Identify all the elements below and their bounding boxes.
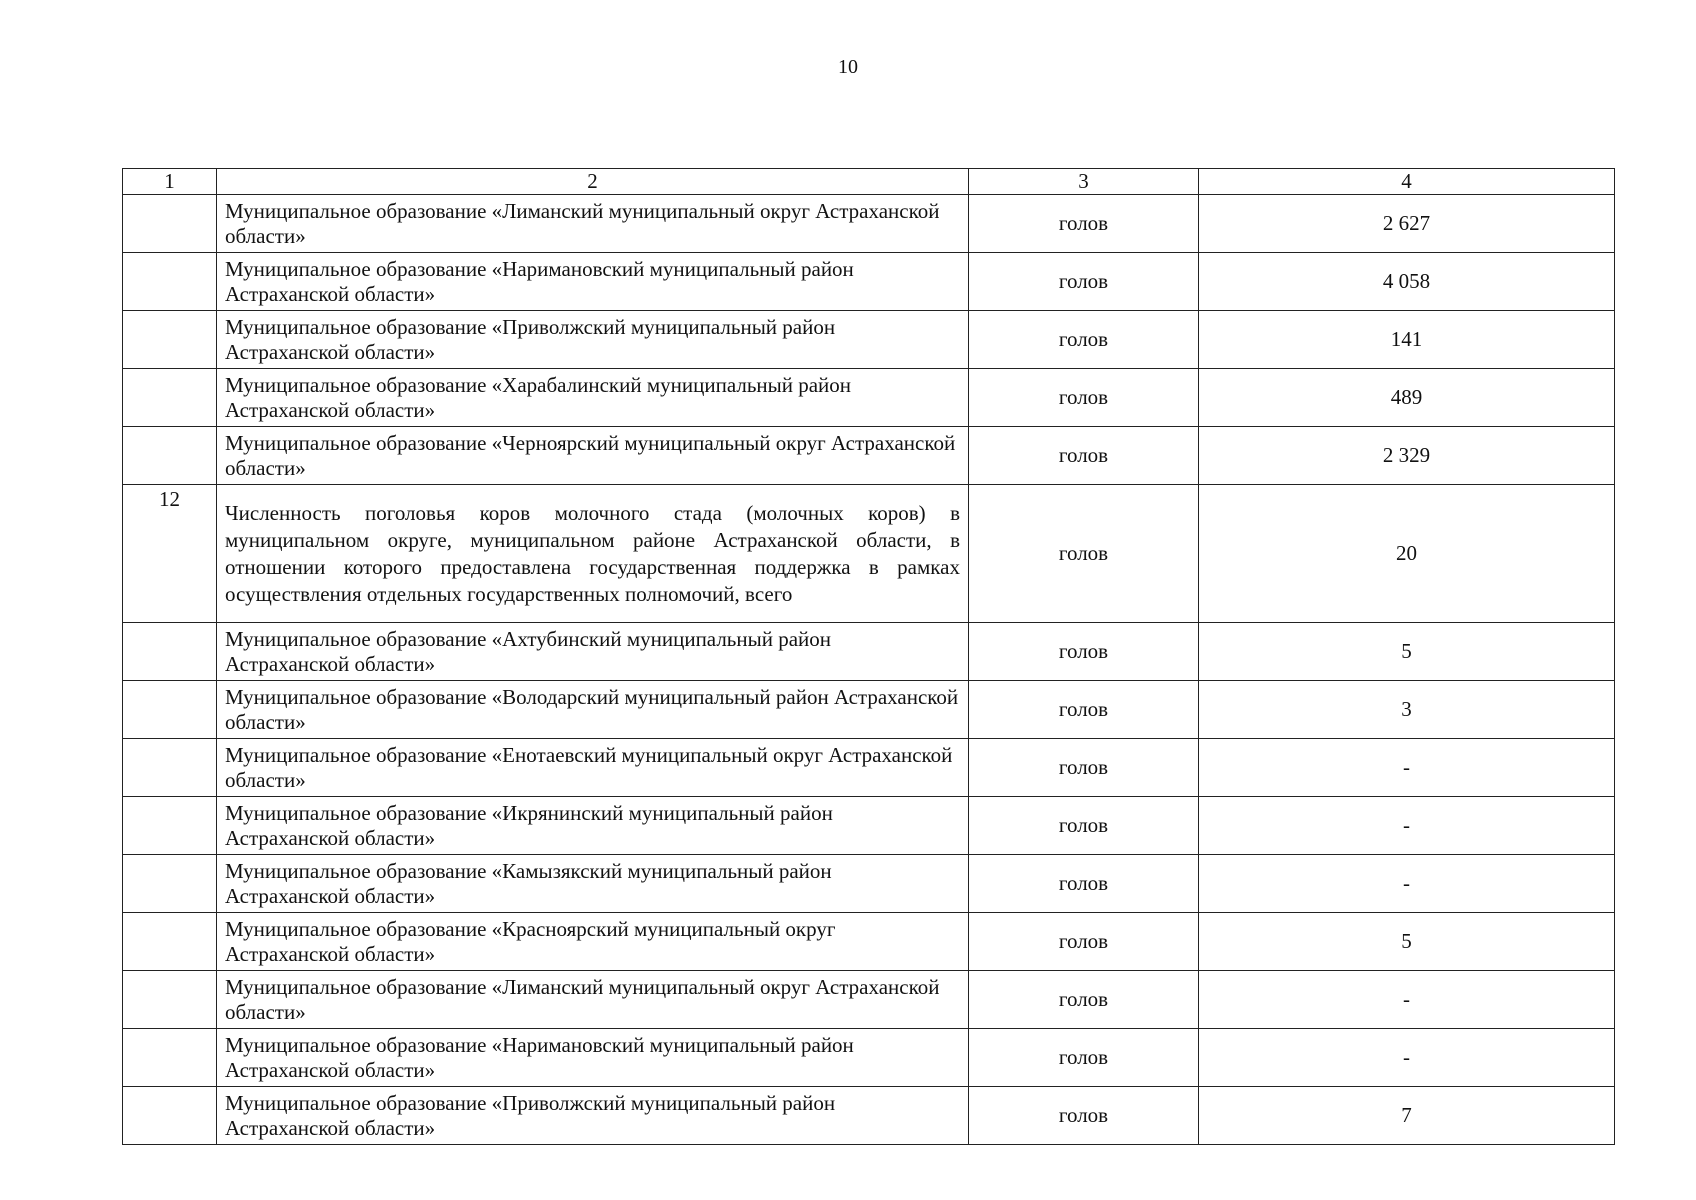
row-number [123,1087,217,1145]
table-row [123,855,1615,913]
table-row [123,797,1615,855]
row-unit: голов [969,485,1199,623]
page-number: 10 [838,56,858,78]
row-name: Муниципальное образование «Икрянинский муниципальный район Астраханской области» [217,797,969,855]
table-row [123,311,1615,369]
row-name: Муниципальное образование «Черноярский муниципальный округ Астраханской области» [217,427,969,485]
row-unit: голов [969,427,1199,485]
table-row [123,739,1615,797]
row-unit: голов [969,1087,1199,1145]
row-name: Муниципальное образование «Наримановский муниципальный район Астраханской области» [217,1029,969,1087]
row-number [123,971,217,1029]
row-value: 5 [1199,913,1615,971]
table-row [123,1029,1615,1087]
row-number [123,195,217,253]
row-name: Муниципальное образование «Лиманский муниципальный округ Астраханской области» [217,971,969,1029]
row-unit: голов [969,195,1199,253]
row-unit: голов [969,739,1199,797]
row-number [123,855,217,913]
table-row [123,971,1615,1029]
row-name: Муниципальное образование «Ахтубинский муниципальный район Астраханской области» [217,623,969,681]
row-number [123,311,217,369]
row-value: 7 [1199,1087,1615,1145]
data-table [122,168,1615,1145]
row-number [123,623,217,681]
row-unit: голов [969,253,1199,311]
column-header: 4 [1199,169,1615,195]
row-value: - [1199,971,1615,1029]
row-unit: голов [969,311,1199,369]
row-name: Муниципальное образование «Приволжский муниципальный район Астраханской области» [217,1087,969,1145]
row-value: 489 [1199,369,1615,427]
row-value: 2 329 [1199,427,1615,485]
table-row [123,623,1615,681]
row-value: 3 [1199,681,1615,739]
row-unit: голов [969,623,1199,681]
table-row [123,1087,1615,1145]
table-row [123,427,1615,485]
row-number [123,369,217,427]
row-number [123,681,217,739]
table-row [123,681,1615,739]
row-value: 5 [1199,623,1615,681]
row-number [123,739,217,797]
table-row-total [123,485,1615,623]
column-header: 1 [123,169,217,195]
row-number [123,1029,217,1087]
row-unit: голов [969,913,1199,971]
row-name: Муниципальное образование «Енотаевский муниципальный округ Астраханской области» [217,739,969,797]
column-header: 3 [969,169,1199,195]
row-unit: голов [969,369,1199,427]
row-number [123,253,217,311]
row-name: Муниципальное образование «Красноярский муниципальный округ Астраханской области» [217,913,969,971]
row-name: Муниципальное образование «Камызякский муниципальный район Астраханской области» [217,855,969,913]
row-value: - [1199,739,1615,797]
table-row [123,253,1615,311]
row-number: 12 [123,485,217,623]
row-unit: голов [969,797,1199,855]
table-row [123,195,1615,253]
row-value: - [1199,797,1615,855]
row-number [123,913,217,971]
row-value: - [1199,1029,1615,1087]
row-number [123,427,217,485]
table-row [123,369,1615,427]
column-header: 2 [217,169,969,195]
row-value: 141 [1199,311,1615,369]
row-value: 4 058 [1199,253,1615,311]
table-header-row [123,169,1615,195]
row-unit: голов [969,681,1199,739]
row-name: Муниципальное образование «Лиманский муниципальный округ Астраханской области» [217,195,969,253]
table-row [123,913,1615,971]
row-unit: голов [969,1029,1199,1087]
row-name: Муниципальное образование «Володарский муниципальный район Астраханской области» [217,681,969,739]
row-unit: голов [969,855,1199,913]
row-number [123,797,217,855]
row-value: - [1199,855,1615,913]
row-value: 20 [1199,485,1615,623]
row-unit: голов [969,971,1199,1029]
row-name: Муниципальное образование «Приволжский муниципальный район Астраханской области» [217,311,969,369]
row-name: Численность поголовья коров молочного стада (молочных коров) в муниципальном округе, муниципальном районе Астраханской области, в отношении которого предоставлена государственная поддержка в рамках осуществления отдельных государственных полномочий, всего [217,485,969,623]
row-value: 2 627 [1199,195,1615,253]
row-name: Муниципальное образование «Наримановский муниципальный район Астраханской области» [217,253,969,311]
row-name: Муниципальное образование «Харабалинский муниципальный район Астраханской области» [217,369,969,427]
